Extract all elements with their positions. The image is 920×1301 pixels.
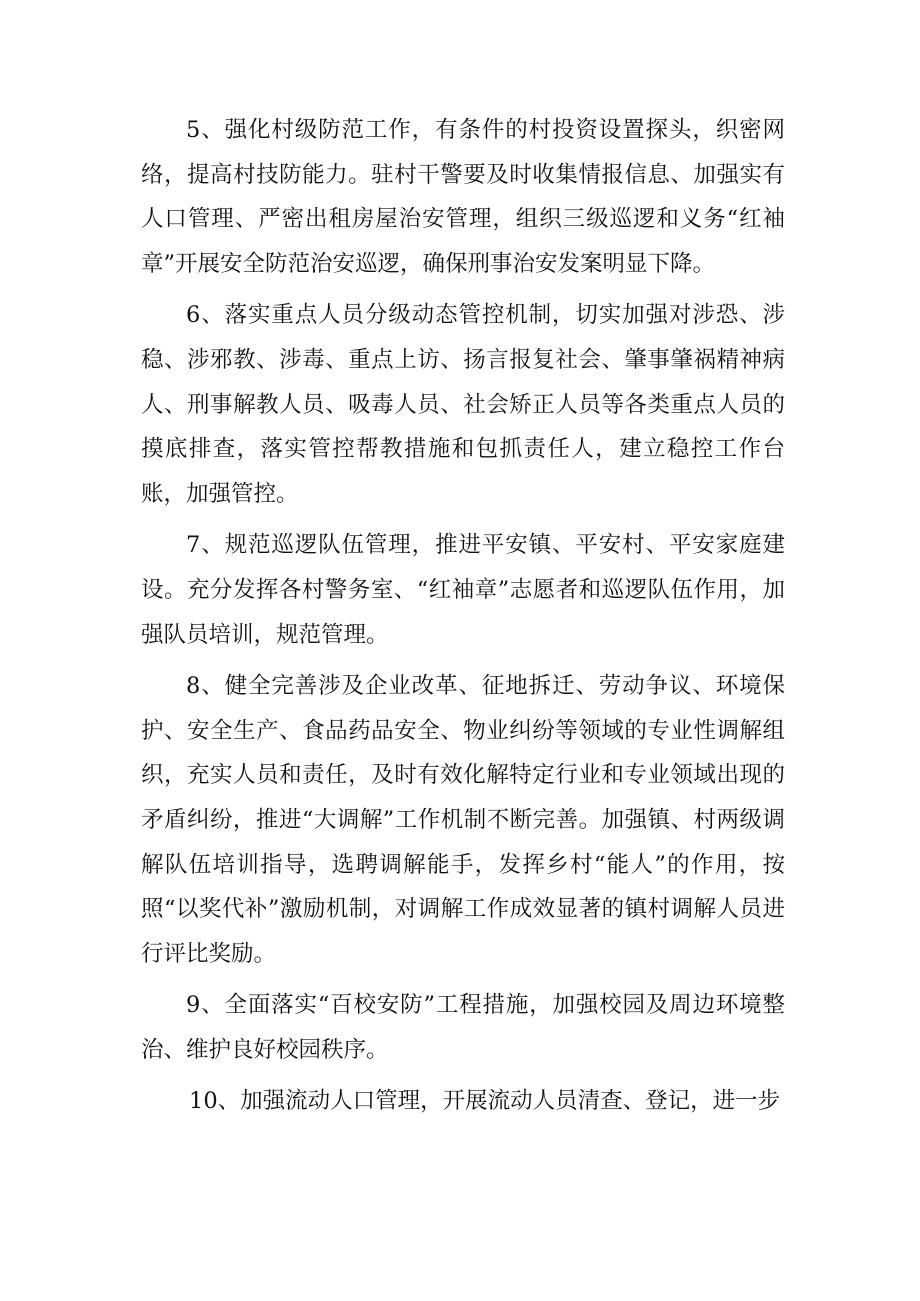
paragraph-item-9: 9、全面落实“百校安防”工程措施，加强校园及周边环境整治、维护良好校园秩序。 (141, 992, 785, 1063)
paragraph-item-5: 5、强化村级防范工作，有条件的村投资设置探头，织密网络，提高村技防能力。驻村干警要及时收集情报信息、加强实有人口管理、严密出租房屋治安管理，组织三级巡逻和义务“红袖章”开展安全防范治安巡逻，确保刑事治安发案明显下降。 (141, 117, 785, 277)
paragraph-item-7: 7、规范巡逻队伍管理，推进平安镇、平安村、平安家庭建设。充分发挥各村警务室、“红袖章”志愿者和巡逻队伍作用，加强队员培训，规范管理。 (141, 532, 785, 648)
paragraph-item-6: 6、落实重点人员分级动态管控机制，切实加强对涉恐、涉稳、涉邪教、涉毒、重点上访、扬言报复社会、肇事肇祸精神病人、刑事解教人员、吸毒人员、社会矫正人员等各类重点人员的摸底排查，落实管控帮教措施和包抓责任人，建立稳控工作台账，加强管控。 (141, 302, 785, 507)
paragraph-item-10: 10、加强流动人口管理，开展流动人员清查、登记，进一步 (189, 1088, 781, 1115)
document-body (141, 108, 785, 1131)
paragraph-item-8: 8、健全完善涉及企业改革、征地拆迁、劳动争议、环境保护、安全生产、食品药品安全、物业纠纷等领域的专业性调解组织，充实人员和责任，及时有效化解特定行业和专业领域出现的矛盾纠纷，推进“大调解”工作机制不断完善。加强镇、村两级调解队伍培训指导，选聘调解能手，发挥乡村“能人”的作用，按照“以奖代补”激励机制，对调解工作成效显著的镇村调解人员进行评比奖励。 (141, 673, 785, 967)
